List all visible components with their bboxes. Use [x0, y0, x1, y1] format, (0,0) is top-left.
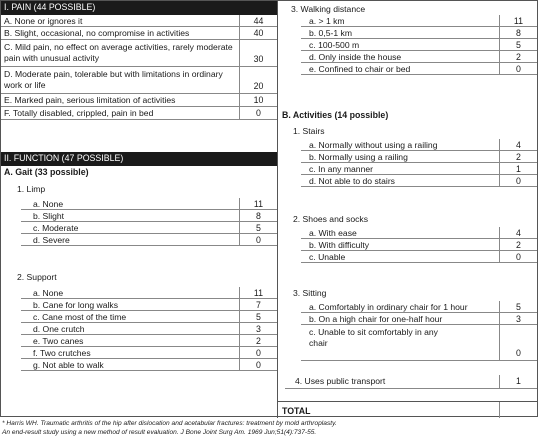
support-row: [21, 311, 277, 323]
limp-row-label: c. Moderate: [33, 223, 79, 233]
support-row: [21, 335, 277, 347]
transport-label: 4. Uses public transport: [295, 376, 386, 386]
support-row: [21, 323, 277, 335]
shoes-row-value: 2: [499, 239, 537, 250]
shoes-row-value: 0: [499, 251, 537, 262]
pain-row-value: 44: [239, 15, 277, 26]
sitting-row-value: 3: [499, 313, 537, 324]
walking-row-value: 2: [499, 51, 537, 62]
support-row: [21, 299, 277, 311]
pain-row: [1, 27, 277, 40]
pain-row-value: 20: [239, 67, 277, 93]
pain-row-label: C. Mild pain, no effect on average activities, rarely moderate pain with unusual activity: [4, 42, 233, 63]
limp-row-value: 11: [239, 198, 277, 209]
stairs-row: [301, 163, 537, 175]
stairs-row: [301, 151, 537, 163]
stairs-row-label: a. Normally without using a railing: [309, 140, 438, 150]
stairs-row-label: b. Normally using a railing: [309, 152, 408, 162]
pain-row: [1, 40, 277, 67]
pain-row-label: F. Totally disabled, crippled, pain in bed: [4, 108, 154, 118]
walking-row-value: 8: [499, 27, 537, 38]
limp-title: 1. Limp: [17, 184, 46, 194]
walking-row-value: 5: [499, 39, 537, 50]
stairs-row-label: c. In any manner: [309, 164, 374, 174]
pain-row-label: B. Slight, occasional, no compromise in activities: [4, 28, 190, 38]
limp-row: [21, 198, 277, 210]
support-row: [21, 287, 277, 299]
stairs-row-value: 1: [499, 163, 537, 174]
stairs-row-value: 4: [499, 139, 537, 150]
stairs-row-label: d. Not able to do stairs: [309, 176, 395, 186]
support-row-value: 7: [239, 299, 277, 310]
footnote-line-1: * Harris WH. Traumatic arthritis of the hip after dislocation and acetabular fractures: treatment by mold arthroplasty.: [2, 420, 337, 427]
stairs-row: [301, 175, 537, 187]
pain-row-value: 10: [239, 94, 277, 106]
total-value-cell: [499, 402, 537, 418]
support-row-label: c. Cane most of the time: [33, 312, 127, 322]
sitting-row: [301, 325, 537, 361]
pain-row-label: E. Marked pain, serious limitation of activities: [4, 95, 176, 105]
support-row-value: 11: [239, 287, 277, 298]
support-row-value: 0: [239, 347, 277, 358]
pain-row-value: 30: [239, 40, 277, 66]
support-row-value: 2: [239, 335, 277, 346]
limp-row: [21, 210, 277, 222]
support-row-label: g. Not able to walk: [33, 360, 104, 370]
total-label: TOTAL: [282, 406, 311, 416]
walking-row-label: b. 0,5-1 km: [309, 28, 352, 38]
stairs-row-value: 0: [499, 175, 537, 186]
pain-row: [1, 94, 277, 107]
footnote-line-2: An end-result study using a new method of result evaluation. J Bone Joint Surg Am. 1969 Jun;51(4):737-55.: [2, 429, 317, 436]
activities-title: B. Activities (14 possible): [282, 110, 389, 120]
pain-row: [1, 67, 277, 94]
walking-row: [301, 63, 537, 75]
column-divider: [277, 1, 278, 418]
gait-title: A. Gait (33 possible): [4, 167, 89, 177]
transport-value: 1: [499, 375, 537, 388]
limp-row-label: b. Slight: [33, 211, 65, 221]
sitting-row-label: c. Unable to sit comfortably in any chair: [309, 327, 438, 348]
support-row-value: 3: [239, 323, 277, 334]
limp-row-label: d. Severe: [33, 235, 70, 245]
shoes-row-label: a. With ease: [309, 228, 357, 238]
walking-row-label: d. Only inside the house: [309, 52, 402, 62]
support-row-label: a. None: [33, 288, 64, 298]
walking-row-value: 0: [499, 63, 537, 74]
limp-row-value: 8: [239, 210, 277, 221]
limp-row: [21, 234, 277, 246]
walking-row-value: 11: [499, 15, 537, 26]
shoes-row-label: b. With difficulty: [309, 240, 370, 250]
pain-row-value: 0: [239, 107, 277, 119]
shoes-row-value: 4: [499, 227, 537, 238]
support-row-label: f. Two crutches: [33, 348, 91, 358]
support-row: [21, 347, 277, 359]
sitting-row-label: a. Comfortably in ordinary chair for 1 hour: [309, 302, 468, 312]
shoes-row: [301, 239, 537, 251]
walking-row: [301, 51, 537, 63]
walking-row: [301, 39, 537, 51]
limp-row-value: 0: [239, 234, 277, 245]
pain-header: I. PAIN (44 POSSIBLE): [1, 1, 277, 15]
pain-row: [1, 15, 277, 27]
support-row-value: 0: [239, 359, 277, 370]
pain-row: [1, 107, 277, 120]
transport-row: [285, 375, 537, 389]
walking-row: [301, 27, 537, 39]
support-row-label: e. Two canes: [33, 336, 84, 346]
sitting-row-label: b. On a high chair for one-half hour: [309, 314, 443, 324]
shoes-row: [301, 251, 537, 263]
support-row-value: 5: [239, 311, 277, 322]
footnote: [2, 419, 538, 437]
sitting-row-value: 0: [499, 325, 537, 360]
pain-row-label: A. None or ignores it: [4, 16, 83, 26]
walking-row-label: c. 100-500 m: [309, 40, 360, 50]
sitting-row: [301, 301, 537, 313]
support-row-label: d. One crutch: [33, 324, 85, 334]
shoes-row-label: c. Unable: [309, 252, 346, 262]
function-header: II. FUNCTION (47 POSSIBLE): [1, 152, 277, 166]
stairs-title: 1. Stairs: [293, 126, 325, 136]
sitting-row-value: 5: [499, 301, 537, 312]
support-row: [21, 359, 277, 371]
sitting-title: 3. Sitting: [293, 288, 327, 298]
total-row: [277, 401, 537, 417]
shoes-row: [301, 227, 537, 239]
shoes-title: 2. Shoes and socks: [293, 214, 369, 224]
sitting-row: [301, 313, 537, 325]
walking-row-label: e. Confined to chair or bed: [309, 64, 411, 74]
stairs-row-value: 2: [499, 151, 537, 162]
walking-title: 3. Walking distance: [291, 4, 366, 14]
limp-row-label: a. None: [33, 199, 64, 209]
walking-row: [301, 15, 537, 27]
pain-row-value: 40: [239, 27, 277, 39]
stairs-row: [301, 139, 537, 151]
limp-row: [21, 222, 277, 234]
pain-row-label: D. Moderate pain, tolerable but with limitations in ordinary work or life: [4, 69, 223, 90]
support-title: 2. Support: [17, 272, 57, 282]
walking-row-label: a. > 1 km: [309, 16, 345, 26]
limp-row-value: 5: [239, 222, 277, 233]
support-row-label: b. Cane for long walks: [33, 300, 119, 310]
